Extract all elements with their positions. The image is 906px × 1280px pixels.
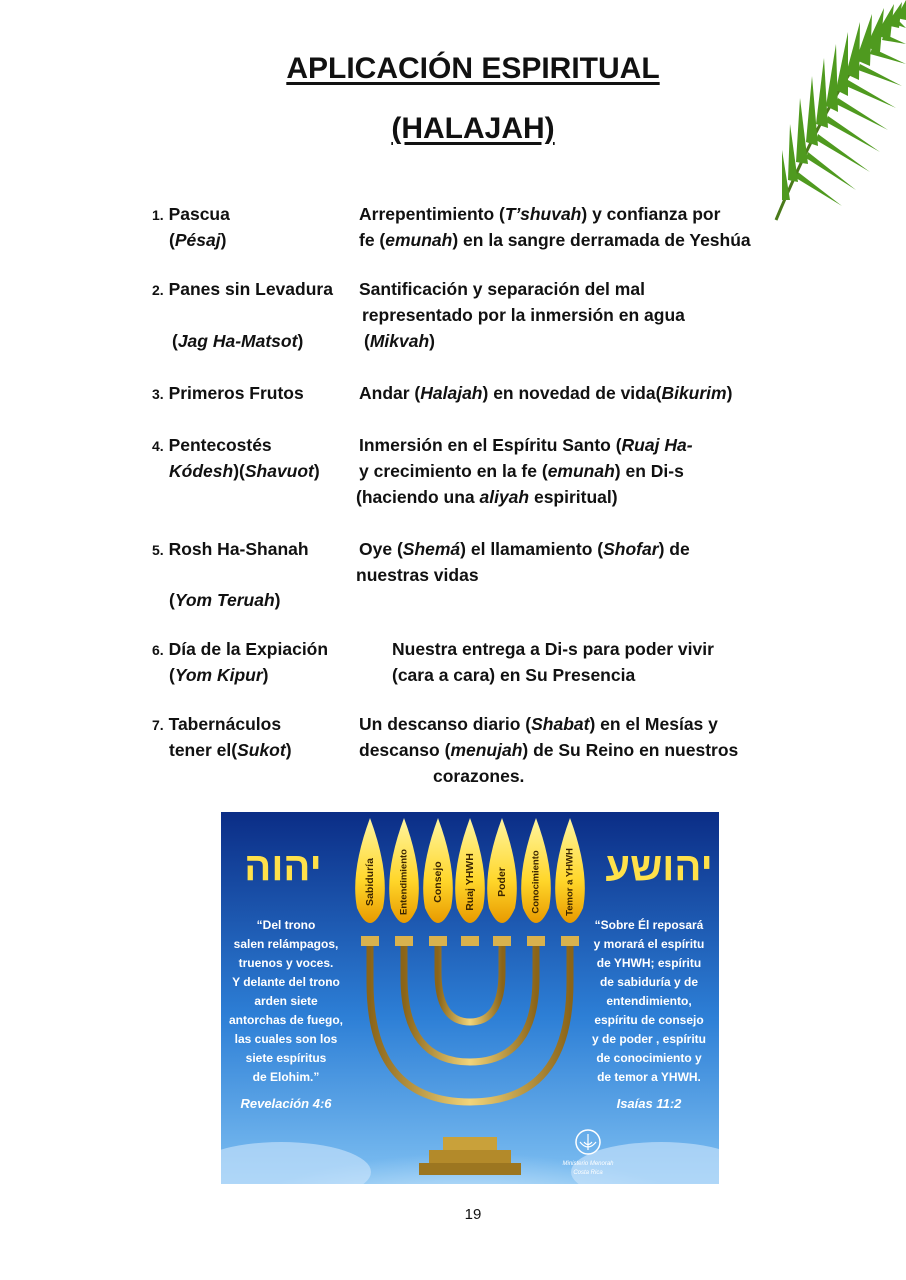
flame-label-1: Sabiduría	[363, 858, 376, 906]
quote-left-line-1: “Del trono	[256, 918, 316, 932]
list-item-1-desc-2: fe (emunah) en la sangre derramada de Yeshúa	[359, 230, 751, 250]
flame-label-6: Conocimiento	[530, 850, 542, 914]
list-item-6-desc-2: (cara a cara) en Su Presencia	[392, 665, 636, 685]
flame-label-2: Entendimiento	[398, 849, 410, 915]
logo-text-1: Ministerio Menorah	[562, 1161, 614, 1167]
list-item-5-hebrew: (Yom Teruah)	[169, 590, 281, 610]
flame-label-4: Ruaj YHWH	[463, 853, 476, 911]
quote-left-line-6: antorchas de fuego,	[228, 1013, 344, 1027]
quote-right-line-4: de sabiduría y de	[599, 975, 699, 989]
list-item-4-name: 4. Pentecostés	[152, 435, 272, 455]
quote-left-line-2: salen relámpagos,	[233, 937, 339, 951]
quote-left-line-9: de Elohim.”	[252, 1070, 320, 1084]
hebrew-right: יהושע	[605, 845, 713, 889]
quote-right-line-6: espíritu de consejo	[594, 1013, 704, 1027]
list-item-7-hebrew: tener el(Sukot)	[169, 740, 292, 760]
flame-label-7: Temor a YHWH	[564, 848, 576, 916]
list-item-5-name: 5. Rosh Ha-Shanah	[152, 539, 309, 559]
quote-right-line-2: y morará el espíritu	[593, 937, 705, 951]
list-item-4-desc-3: (haciendo una aliyah espiritual)	[356, 487, 618, 507]
list-item-4-hebrew: Kódesh)(Shavuot)	[169, 461, 320, 481]
list-item-6-desc-1: Nuestra entrega a Di-s para poder vivir	[392, 639, 714, 659]
list-item-1-name: 1. Pascua	[152, 204, 230, 224]
quote-right-line-7: y de poder , espíritu	[591, 1032, 707, 1046]
list-item-2-hebrew: (Jag Ha-Matsot)	[172, 331, 304, 351]
quote-left-line-4: Y delante del trono	[232, 975, 340, 989]
page-subtitle: (HALAJAH)	[391, 112, 555, 145]
list-item-2-desc-2: representado por la inmersión en agua	[362, 305, 685, 325]
list-item-6-name: 6. Día de la Expiación	[152, 639, 329, 659]
list-item-7-desc-1: Un descanso diario (Shabat) en el Mesías y	[359, 714, 718, 734]
quote-right-line-5: entendimiento,	[606, 994, 692, 1008]
list-item-3-desc-1: Andar (Halajah) en novedad de vida(Bikurim)	[359, 383, 733, 403]
quote-right-line-9: de temor a YHWH.	[597, 1070, 701, 1084]
list-item-1-desc-1: Arrepentimiento (T’shuvah) y confianza por	[359, 204, 721, 224]
menorah-illustration	[221, 812, 719, 1184]
flame-label-5: Poder	[495, 867, 508, 897]
list-item-7-desc-3: corazones.	[433, 766, 525, 786]
quote-right-line-8: de conocimiento y	[596, 1051, 702, 1065]
page-number: 19	[464, 1206, 482, 1223]
list-item-3-name: 3. Primeros Frutos	[152, 383, 304, 403]
ref-left: Revelación 4:6	[240, 1096, 332, 1111]
quote-right-line-3: de YHWH; espíritu	[596, 956, 702, 970]
ref-right: Isaías 11:2	[616, 1096, 682, 1111]
quote-right	[592, 917, 706, 1084]
list-item-4-desc-1: Inmersión en el Espíritu Santo (Ruaj Ha-	[359, 435, 693, 455]
quote-left-line-5: arden siete	[254, 994, 318, 1008]
list-item-7-name: 7. Tabernáculos	[152, 714, 282, 734]
flame-label-3: Consejo	[431, 861, 444, 903]
quote-right-line-1: “Sobre Él reposará	[594, 918, 704, 932]
list-item-1-hebrew: (Pésaj)	[169, 230, 227, 250]
list-item-2-desc-3: (Mikvah)	[364, 331, 435, 351]
list-item-5-desc-1: Oye (Shemá) el llamamiento (Shofar) de	[359, 539, 690, 559]
list-item-6-hebrew: (Yom Kipur)	[169, 665, 269, 685]
page-title: APLICACIÓN ESPIRITUAL	[286, 52, 660, 85]
list-item-5-desc-2: nuestras vidas	[356, 565, 479, 585]
hebrew-left: יהוה	[244, 845, 322, 889]
quote-left-line-3: truenos y voces.	[238, 956, 334, 970]
list-item-7-desc-2: descanso (menujah) de Su Reino en nuestros	[359, 740, 739, 760]
list-item-2-desc-1: Santificación y separación del mal	[359, 279, 645, 299]
quote-left-line-8: siete espíritus	[245, 1051, 327, 1065]
list-item-4-desc-2: y crecimiento en la fe (emunah) en Di-s	[359, 461, 684, 481]
list-item-2-name: 2. Panes sin Levadura	[152, 279, 333, 299]
quote-left-line-7: las cuales son los	[234, 1032, 338, 1046]
logo-text-2: Costa Rica	[573, 1170, 603, 1176]
